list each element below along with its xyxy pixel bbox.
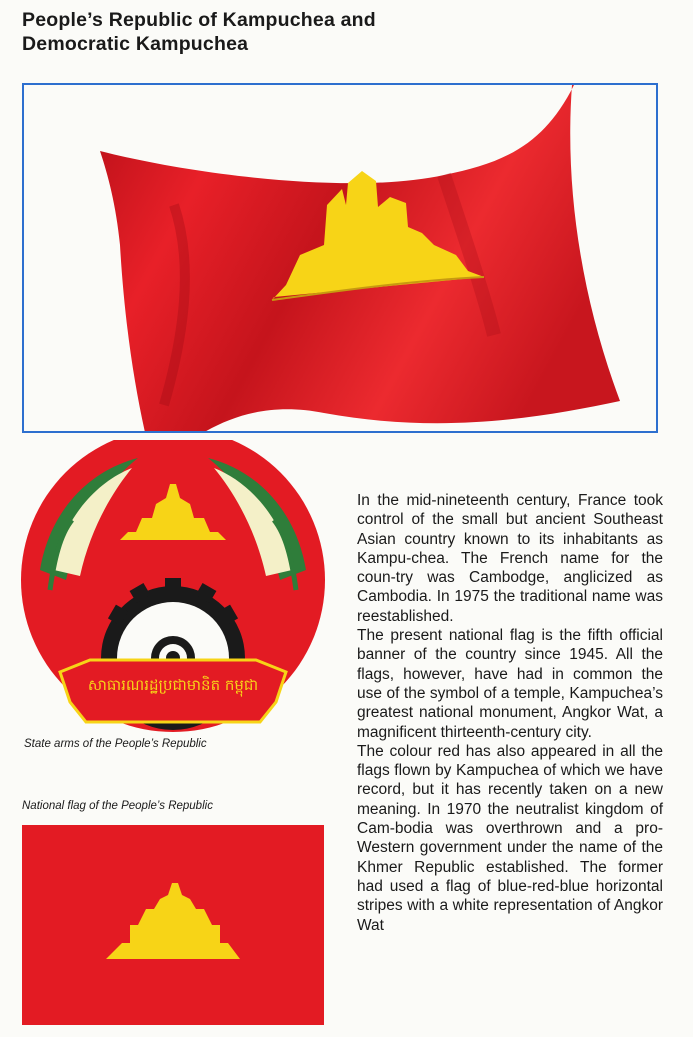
national-flag: [22, 825, 324, 1025]
article-body: [357, 491, 663, 935]
title-line-1: People’s Republic of Kampuchea and: [22, 9, 376, 31]
national-flag-drawing: [22, 825, 324, 1025]
state-arms-emblem: [20, 440, 326, 736]
waving-flag-drawing: [24, 85, 656, 431]
waving-flag-illustration: [22, 83, 658, 433]
national-flag-caption: National flag of the People’s Republic: [22, 800, 213, 812]
paragraph-3: The colour red has also appeared in all the flags flown by Kampuchea of which we have record, but it has recently taken on a new meaning. In 1970 the neutralist kingdom of Cam-bodia was overthrown and a pro-Western government under the name of the Khmer Republic established. The former had used a flag of blue-red-blue horizontal stripes with a white representation of Angkor Wat: [357, 742, 663, 934]
arms-banner-text: សាធារណរដ្ឋប្រជាមានិត កម្ពុជា: [87, 676, 259, 694]
paragraph-2: The present national flag is the fifth official banner of the country since 1945. All the flags, however, have had in common the use of the symbol of a temple, Kampuchea’s greatest national monument, Angkor Wat, a magnificent thirteenth-century city.: [357, 627, 663, 741]
title-line-2: Democratic Kampuchea: [22, 33, 249, 55]
national-flag-temple: [106, 883, 240, 959]
arms-caption: State arms of the People’s Republic: [24, 738, 207, 750]
page-title: [22, 8, 376, 56]
paragraph-1: In the mid-nineteenth century, France took control of the small but ancient Southeast Asian country known to its inhabitants as Kampu-chea. The French name for the coun-try was Cambodge, anglicized as Cambodia. In 1975 the traditional name was reestablished.: [357, 492, 663, 625]
